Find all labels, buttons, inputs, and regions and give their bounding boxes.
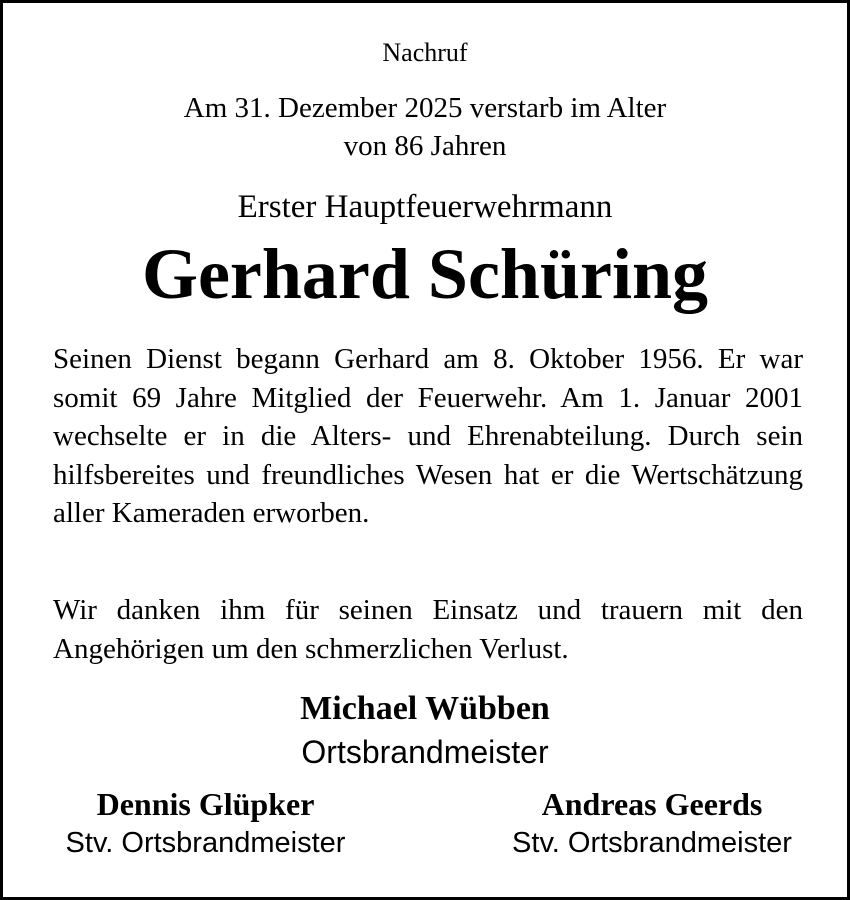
intro-line-1: Am 31. Dezember 2025 verstarb im Alter — [183, 92, 667, 124]
signatory-right-title: Stv. Ortsbrandmeister — [512, 827, 792, 859]
tribute-paragraph-1: Seinen Dienst begann Gerhard am 8. Oktober 1956. Er war somit 69 Jahre Mitglied der Feuerwehr. Am 1. Januar 2001 wechselte er in die Alters- und Ehrenabteilung. Durch sein hilfsbereites und freundliches Wesen hat er die Wertschätzung aller Kameraden erworben. — [53, 343, 803, 529]
deceased-rank: Erster Hauptfeuerwehrmann — [237, 189, 613, 225]
signatory-right — [491, 784, 813, 864]
notice-kicker: Nachruf — [382, 38, 468, 67]
signatory-right-name: Andreas Geerds — [541, 786, 763, 822]
signatory-main-title: Ortsbrandmeister — [301, 734, 549, 770]
signatory-main-name: Michael Wübben — [300, 690, 550, 727]
tribute-paragraph-2: Wir danken ihm für seinen Einsatz und trauern mit den Angehörigen um den schmerzlichen Verlust. — [53, 594, 803, 665]
intro-line-2: von 86 Jahren — [343, 130, 507, 162]
signatory-left-title: Stv. Ortsbrandmeister — [65, 827, 346, 859]
signatory-left-name: Dennis Glüpker — [96, 786, 315, 822]
signatory-left — [43, 784, 368, 864]
deceased-name: Gerhard Schüring — [141, 234, 709, 314]
